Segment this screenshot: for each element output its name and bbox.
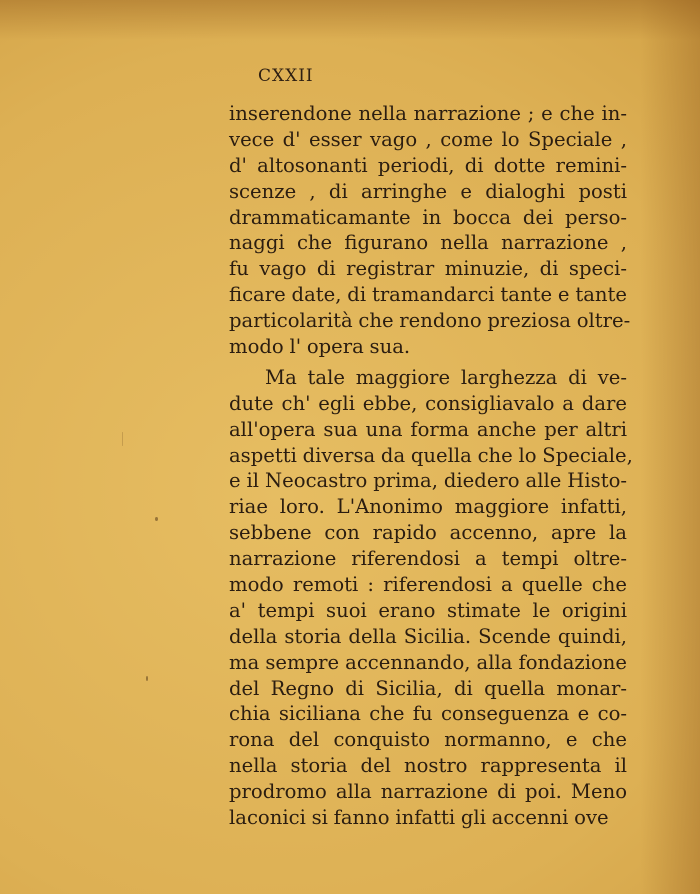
text-line: ma sempre accennando, alla fondazione (229, 650, 627, 674)
text-line: del Regno di Sicilia, di quella monar- (229, 676, 627, 700)
text-line: rona del conquisto normanno, e che (229, 728, 627, 752)
text-line: sebbene con rapido accenno, apre la (229, 521, 627, 545)
page-number-header: CXXII (258, 66, 314, 86)
text-line: chia siciliana che fu conseguenza e co- (229, 702, 627, 726)
text-line: Ma tale maggiore larghezza di ve- (265, 365, 627, 389)
text-line: a' tempi suoi erano stimate le origini (229, 598, 627, 622)
text-line: modo l' opera sua. (229, 335, 411, 359)
page-shadow-top (0, 0, 700, 40)
text-line: della storia della Sicilia. Scende quindi, (229, 624, 627, 648)
text-line: dute ch' egli ebbe, consigliavalo a dare (229, 391, 627, 415)
text-line: riae loro. L'Anonimo maggiore infatti, (229, 495, 627, 519)
text-line: narrazione riferendosi a tempi oltre- (229, 547, 627, 571)
paper-speck (155, 517, 158, 521)
text-line: d' altosonanti periodi, di dotte remini- (229, 153, 627, 177)
text-line: e il Neocastro prima, diedero alle Histo- (229, 469, 627, 493)
text-line: aspetti diversa da quella che lo Speciale, (229, 443, 633, 467)
text-line: inserendone nella narrazione ; e che in- (229, 102, 627, 125)
page-shadow-right (640, 0, 700, 894)
paper-speck (146, 676, 148, 681)
text-line: prodromo alla narrazione di poi. Meno (229, 780, 627, 804)
text-line: naggi che figurano nella narrazione , (229, 231, 627, 255)
text-line: ficare date, di tramandarci tante e tante (229, 283, 627, 307)
text-line: all'opera sua una forma anche per altri (229, 417, 627, 441)
page-body-text (229, 101, 633, 831)
paper-speck (122, 432, 123, 446)
text-line: laconici si fanno infatti gli accenni ove (229, 806, 609, 830)
paragraph-2 (229, 365, 633, 831)
text-line: scenze , di arringhe e dialoghi posti (229, 179, 627, 203)
paragraph-1 (229, 101, 631, 360)
text-line: drammaticamante in bocca dei perso- (229, 205, 627, 229)
text-line: nella storia del nostro rappresenta il (229, 754, 627, 778)
text-line: fu vago di registrar minuzie, di speci- (229, 257, 627, 281)
text-line: modo remoti : riferendosi a quelle che (229, 573, 627, 597)
text-line: vece d' esser vago , come lo Speciale , (229, 127, 627, 151)
text-line: particolarità che rendono preziosa oltre- (229, 309, 631, 333)
